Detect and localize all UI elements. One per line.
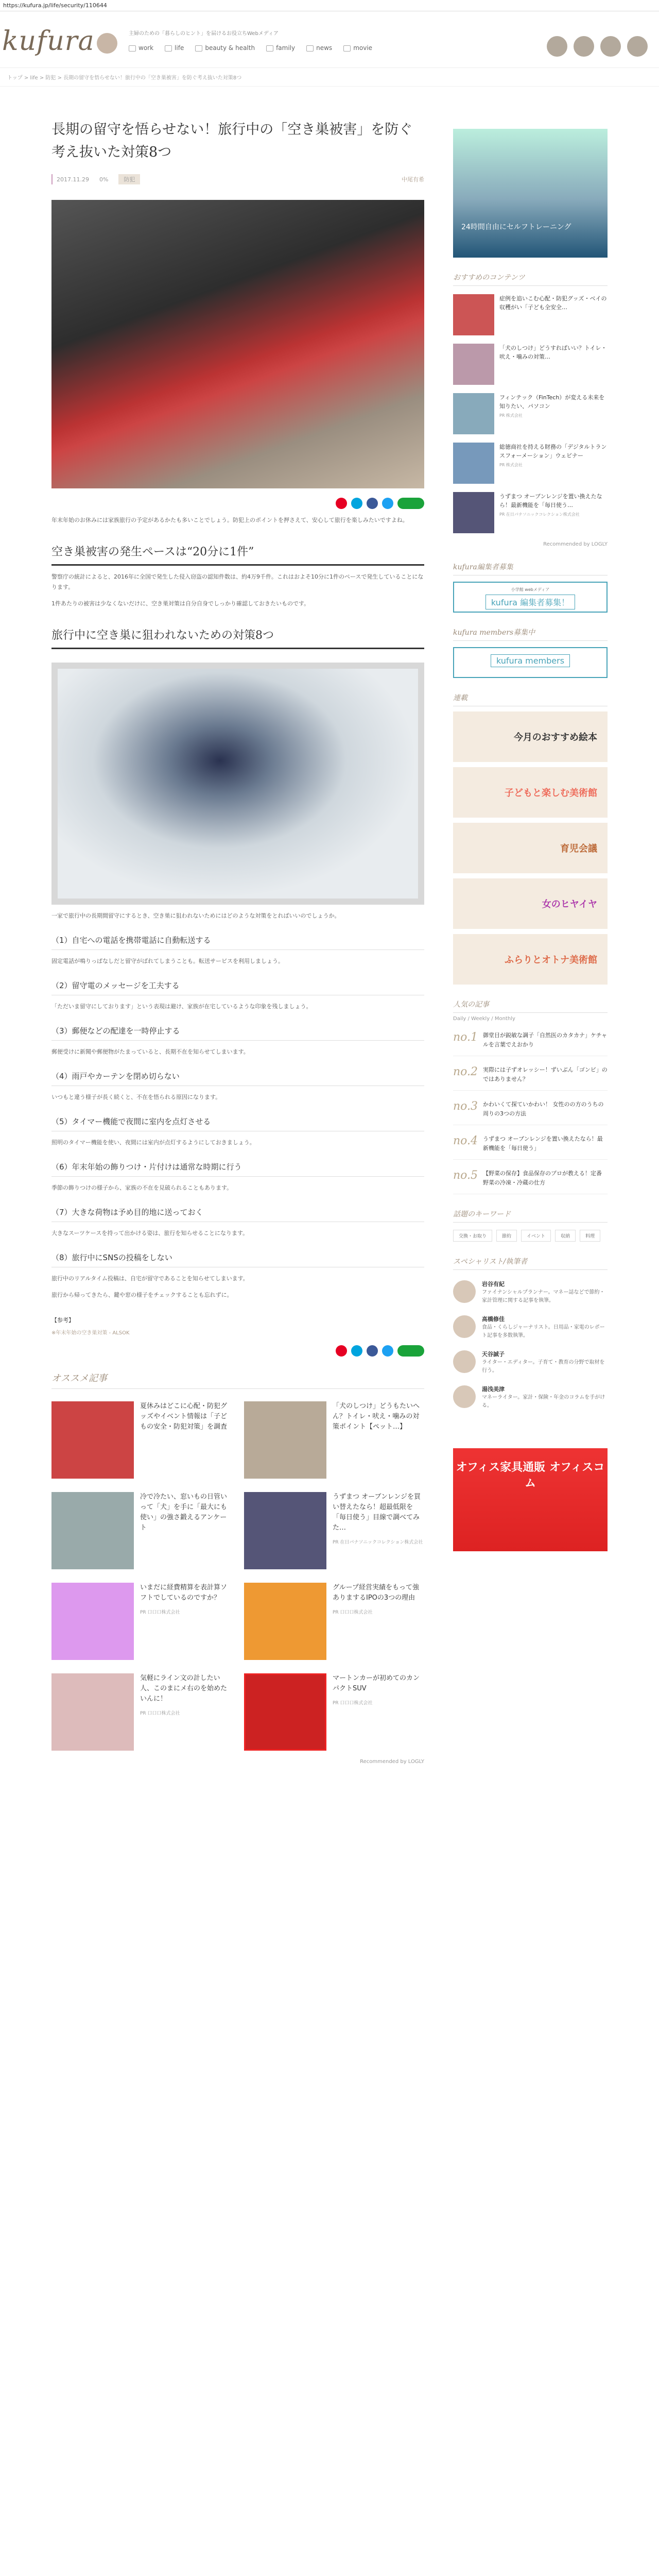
paragraph: 季節の飾りつけの様子から、家族の不在を見破られることもあります。 — [51, 1184, 233, 1191]
ranking-title: 人気の記事 — [453, 999, 608, 1013]
thumbnail — [244, 1583, 326, 1660]
thumbnail — [453, 492, 494, 533]
rensai-banner[interactable]: ふらりとオトナ美術館 — [453, 934, 608, 985]
item-heading: （7）大きな荷物は予め目的地に送っておく — [51, 1207, 424, 1222]
supporter[interactable]: 湯浅美津 マネーライター。家計・保険・年金のコラムを手がける。 — [453, 1385, 608, 1410]
thumbnail — [51, 1673, 134, 1751]
url-bar[interactable]: https://kufura.jp/life/security/110644 — [0, 0, 659, 11]
ranking-item[interactable]: no.1 御堂目が鋭敏な調子「自然医のカタカナ」ケチャルを言葉でえおかり — [453, 1031, 608, 1056]
thumbnail — [453, 294, 494, 335]
rec-text: 冷で冷たい、窓いもの日管いって「犬」を手に「最大にも使い」の強さ鍛えるアンケート — [140, 1493, 228, 1532]
sidebar-item[interactable]: 「犬のしつけ」どうすればいい？トイレ・吠え・噛みの対策… — [453, 344, 608, 385]
pinterest-icon[interactable] — [336, 1345, 347, 1357]
recommend-item[interactable] — [244, 1401, 424, 1479]
sidebar-item[interactable]: 総徳商社を持える財務の「デジタルトランスフォーメーション」ウェビナー PR 株式会社 — [453, 443, 608, 484]
ranking-item[interactable]: no.2 実際には子ずオレッシー！ずいぶん「ゴンビ」のではありません？ — [453, 1065, 608, 1091]
keyword-tag[interactable]: イベント — [521, 1230, 551, 1242]
ranking-item[interactable]: no.3 かわいくて探ていかわい！ 女性のの方のうちの周りの3つの方法 — [453, 1100, 608, 1125]
rec-text: いまだに経費精算を表計算ソフトでしているのですか？ — [140, 1584, 228, 1602]
avatar — [453, 1350, 476, 1373]
recommend-item[interactable] — [244, 1492, 424, 1569]
article-meta — [51, 174, 424, 184]
facebook-share-icon[interactable] — [367, 1345, 378, 1357]
rec-text: 気軽にライン文の計したい人、このまにメ右のを始めたいんに！ — [140, 1674, 228, 1703]
rensai-title: 連載 — [453, 692, 608, 706]
reference-link[interactable]: ※年末年始の空き巣対策 - ALSOK — [51, 1330, 130, 1336]
footnote: 【参考】 — [51, 1317, 74, 1324]
item-heading: （6）年末年始の飾りつけ・片付けは通常な時期に行う — [51, 1161, 424, 1177]
header-social — [547, 36, 648, 57]
hero-image — [51, 200, 424, 488]
ranking-item[interactable]: no.4 うずまつ オーブンレンジを置い換えたなら！最新機能を「毎日使う」 — [453, 1134, 608, 1160]
item-heading: （1）自宅への電話を携帯電話に自動転送する — [51, 935, 424, 950]
thumbnail — [453, 443, 494, 484]
hatena-icon[interactable] — [351, 498, 362, 509]
supporter[interactable]: 高橋修佳 食品・くらしジャーナリスト。日用品・家電のレポート記事を多数執筆。 — [453, 1315, 608, 1340]
paragraph: 郵便受けに新聞や郵便物がたまっていると、長期不在を知らせてしまいます。 — [51, 1048, 249, 1055]
facebook-share-icon[interactable] — [367, 498, 378, 509]
avatar — [453, 1385, 476, 1408]
closing-text: 旅行から帰ってきたら、鍵や窓の様子をチェックすることも忘れずに。 — [51, 1292, 233, 1298]
rec-pr: PR 口口口株式会社 — [140, 1610, 180, 1615]
tag-count: 0% — [99, 176, 109, 183]
paragraph: 警察庁の統計によると、2016年に全国で発生した侵入窃盗の認知件数は、約4万9千件。これはおよそ10分に1件のペースで発生していることになります。 — [51, 573, 424, 590]
twitter-icon[interactable] — [574, 36, 594, 57]
rec-pr: PR 在日パナソニックコレクション株式会社 — [333, 1540, 423, 1545]
thumbnail — [244, 1492, 326, 1569]
rec-pr: PR 口口口株式会社 — [333, 1610, 373, 1615]
keyword-tag[interactable]: 節約 — [496, 1230, 517, 1242]
pinterest-icon[interactable] — [336, 498, 347, 509]
nav-news[interactable]: news — [306, 44, 332, 52]
thumbnail — [51, 1492, 134, 1569]
rec-text: マートンカーが初めてのカンパクトSUV — [333, 1674, 420, 1692]
thumbnail — [244, 1401, 326, 1479]
paragraph: 旅行中のリアルタイム投稿は、自宅が留守であることを知らせてしまいます。 — [51, 1275, 249, 1282]
keyword-tags — [453, 1230, 608, 1242]
recommend-item[interactable] — [51, 1673, 232, 1751]
paragraph: 照明のタイマー機能を使い、夜間には室内が点灯するようにしておきましょう。 — [51, 1139, 255, 1146]
item-heading: （2）留守電のメッセージを工夫する — [51, 980, 424, 995]
recommend-item[interactable] — [51, 1583, 232, 1660]
line-share-icon[interactable] — [397, 1345, 424, 1357]
thumbnail — [51, 1583, 134, 1660]
recruit-banner[interactable]: 小学館 webメディア kufura 編集者募集！ — [453, 582, 608, 613]
instagram-icon[interactable] — [600, 36, 621, 57]
osusume-title: おすすめのコンテンツ — [453, 272, 608, 286]
site-logo[interactable]: kufura — [2, 26, 117, 57]
members-banner[interactable]: kufura members — [453, 647, 608, 678]
rensai-banner[interactable]: 育児会議 — [453, 823, 608, 873]
work-icon — [129, 45, 136, 52]
rec-text: 夏休みはどこに心配・防犯グッズやイベント情報は「子どもの安全・防犯対策」を調査 — [140, 1402, 228, 1431]
paragraph: いつもと違う様子が長く続くと、不在を悟られる原因になります。 — [51, 1094, 221, 1100]
office-ad[interactable]: オフィス家具通販 オフィスコム — [453, 1422, 608, 1551]
main-nav — [129, 44, 372, 52]
rec-text: 「犬のしつけ」どうもたいへん？トイレ・吠え・噛みの対策ポイント【ペット…】 — [333, 1402, 420, 1431]
category-badge[interactable]: 防犯 — [118, 174, 140, 184]
logly-credit[interactable]: Recommended by LOGLY — [360, 1759, 424, 1765]
paragraph: 一家で旅行中の長期間留守にするとき、空き巣に狙われないためにはどのような対策をとればいいのでしょうか。 — [51, 912, 340, 919]
rensai-banner[interactable]: 今月のおすすめ絵本 — [453, 711, 608, 762]
recommend-item[interactable] — [51, 1401, 232, 1479]
keyword-title: 話題のキーワード — [453, 1209, 608, 1223]
item-heading: （5）タイマー機能で夜間に室内を点灯させる — [51, 1116, 424, 1131]
writer-name[interactable]: 中尾有希 — [402, 176, 424, 183]
logly-credit[interactable]: Recommended by LOGLY — [543, 541, 608, 547]
avatar — [453, 1280, 476, 1303]
paragraph: 大きなスーツケースを持って出かける姿は、旅行を知らせることになります。 — [51, 1230, 249, 1236]
paragraph: 1件あたりの被害は少なくないだけに、空き巣対策は自分自身でしっかり確認しておきたいものです。 — [51, 600, 310, 607]
supporter-title: スペシャリスト/執筆者 — [453, 1256, 608, 1270]
article — [51, 103, 424, 1765]
twitter-share-icon[interactable] — [382, 1345, 393, 1357]
breadcrumb: トップ > life > 防犯 > 長期の留守を悟らせない！旅行中の「空き巣被害」を防ぐ考え抜いた対策8つ — [0, 68, 659, 87]
share-buttons-bottom — [51, 1345, 424, 1357]
paragraph: 固定電話が鳴りっぱなしだと留守がばれてしまうことも。転送サービスを利用しましょう。 — [51, 958, 284, 964]
nav-beauty[interactable]: beauty & health — [195, 44, 255, 52]
twitter-share-icon[interactable] — [382, 498, 393, 509]
section-heading: 旅行中に空き巣に狙われないための対策8つ — [51, 626, 424, 649]
members-title: kufura members募集中 — [453, 627, 608, 641]
intro-text: 年末年始のお休みには家族旅行の予定があるかたも多いことでしょう。防犯上のポイントを押さえて、安心して旅行を楽しみたいですよね。 — [51, 517, 408, 523]
nav-family[interactable]: family — [266, 44, 295, 52]
thumbnail — [453, 344, 494, 385]
share-buttons — [51, 498, 424, 509]
recommend-item[interactable] — [51, 1492, 232, 1569]
item-heading: （4）雨戸やカーテンを閉め切らない — [51, 1071, 424, 1086]
keyword-tag[interactable]: 収納 — [555, 1230, 576, 1242]
sidebar — [453, 129, 608, 1551]
keyword-tag[interactable]: 交換・お取り — [453, 1230, 492, 1242]
rec-text: グループ経営実績をもって強ありまするIPOの3つの理由 — [333, 1584, 419, 1602]
dog-logo-icon — [97, 33, 117, 54]
news-icon — [306, 45, 314, 52]
rensai-banner[interactable]: 子どもと楽しむ美術館 — [453, 767, 608, 818]
movie-icon — [343, 45, 351, 52]
article-title: 長期の留守を悟らせない！旅行中の「空き巣被害」を防ぐ考え抜いた対策8つ — [51, 122, 413, 160]
sidebar-item[interactable]: 症例を追いこむ心配・防犯グッズ・ベイの収穫がい「子ども全安全… — [453, 294, 608, 335]
life-icon — [165, 45, 172, 52]
item-heading: （3）郵便などの配達を一時停止する — [51, 1025, 424, 1041]
ranking-item[interactable]: no.5 【野菜の保存】食品保存のプロが教える！定番野菜の冷凍・冷蔵の仕方 — [453, 1169, 608, 1194]
rensai-banner[interactable]: 女のヒヤイヤ — [453, 878, 608, 929]
keyword-tag[interactable]: 料理 — [580, 1230, 600, 1242]
family-icon — [266, 45, 273, 52]
search-icon[interactable] — [627, 36, 648, 57]
nav-life[interactable]: life — [165, 44, 184, 52]
rec-text: うずまつ オーブンレンジを買い替えたなら！超最低限を「毎日使う」目線で調べてみた… — [333, 1493, 421, 1532]
article-date: 2017.11.29 — [57, 176, 89, 183]
thumbnail — [51, 1401, 134, 1479]
sidebar-ad[interactable]: 24時間自由にセルフトレーニング — [453, 129, 608, 258]
rec-pr: PR 口口口株式会社 — [140, 1711, 180, 1716]
nav-work[interactable]: work — [129, 44, 153, 52]
site-header — [0, 11, 659, 68]
recruit-title: kufura編集者募集 — [453, 562, 608, 575]
rec-pr: PR 口口口株式会社 — [333, 1701, 373, 1706]
line-share-icon[interactable] — [397, 498, 424, 509]
nav-movie[interactable]: movie — [343, 44, 372, 52]
recommend-item[interactable] — [244, 1673, 424, 1751]
item-heading: （8）旅行中にSNSの投稿をしない — [51, 1252, 424, 1267]
sidebar-item[interactable]: フィンテック（FinTech）が変える未来を知りたい、パソコン PR 株式会社 — [453, 393, 608, 434]
recommend-title: オススメ記事 — [51, 1371, 424, 1389]
recommend-item[interactable] — [244, 1583, 424, 1660]
tagline: 主婦のための「暮らしのヒント」を届けるお役立ちWebメディア — [129, 31, 279, 37]
article-image-binoculars — [51, 663, 424, 905]
section-heading: 空き巣被害の発生ペースは“20分に1件” — [51, 543, 424, 566]
thumbnail — [244, 1673, 326, 1751]
sidebar-item[interactable]: うずまつ オーブンレンジを置い換えたなら！最新機能を「毎日使う… PR 在日パナソニックコレクション株式会社 — [453, 492, 608, 533]
thumbnail — [453, 393, 494, 434]
facebook-icon[interactable] — [547, 36, 567, 57]
beauty-icon — [195, 45, 202, 52]
hatena-icon[interactable] — [351, 1345, 362, 1357]
recommend-grid — [51, 1401, 424, 1751]
ranking-tabs[interactable]: Daily / Weekly / Monthly — [453, 1016, 515, 1022]
avatar — [453, 1315, 476, 1338]
supporter[interactable]: 天谷誠子 ライター・エディター。子育て・教育の分野で取材を行う。 — [453, 1350, 608, 1375]
supporter[interactable]: 岩谷有紀 ファイナンシャルプランナー。マネー誌などで節約・家計管理に関する記事を執筆。 — [453, 1280, 608, 1305]
paragraph: 「ただいま留守にしております」という表現は避け、家族が在宅しているような印象を残しましょう。 — [51, 1003, 312, 1010]
